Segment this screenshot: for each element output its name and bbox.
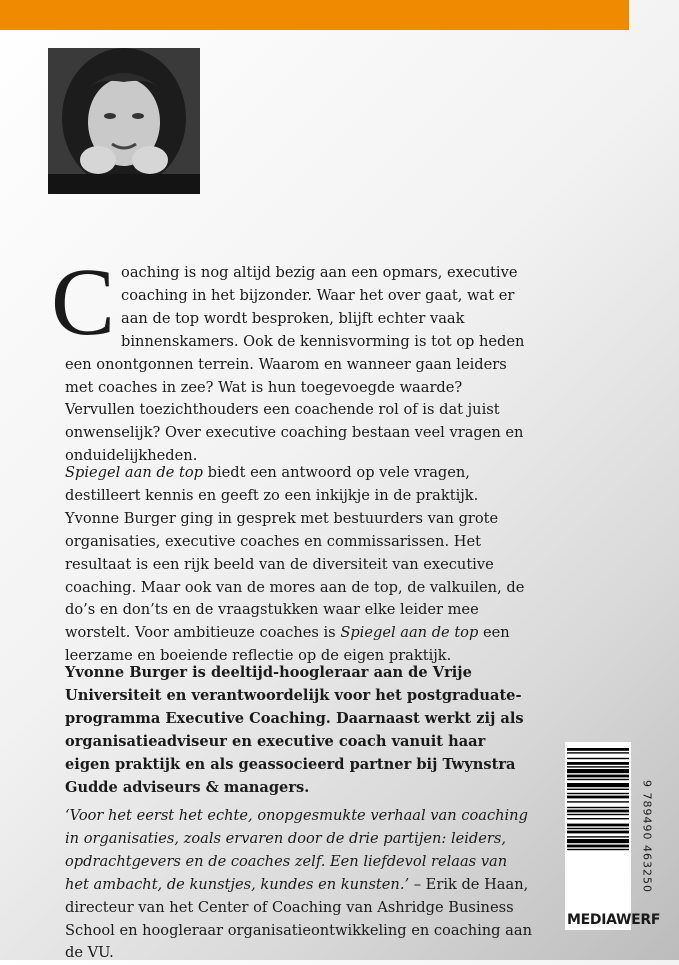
author-portrait-image: [48, 48, 200, 194]
description-text-a: biedt een antwoord op vele vragen, destilleert kennis en geeft zo een inkijkje in de praktijk. Yvonne Burger ging in gesprek met bestuurders van grote organisaties, executive coaches en commissarissen. Het resultaat is een rijk beeld van de diversiteit van executive coaching. Maar ook van de mores aan de top, de valkuilen, de do’s en don’ts en de vraagstukken waar elke leider mee worstelt. Voor ambitieuze coaches is: [65, 464, 525, 642]
isbn-number: 9 789490 463250: [640, 780, 654, 893]
author-bio: Yvonne Burger is deeltijd-hoogleraar aan de Vrije Universiteit en verantwoordelijk voor het postgraduate-programma Executive Coaching. Daarnaast werkt zij als organisatieadviseur en executive coach vanuit haar eigen praktijk en als geassocieerd partner bij Twynstra Gudde adviseurs & managers.: [65, 664, 524, 796]
publisher-logo: MEDIAWERF: [567, 912, 661, 928]
intro-paragraph: [51, 248, 535, 468]
top-color-band: [0, 0, 629, 30]
barcode-icon: [565, 742, 631, 930]
description-text-b: een leerzame en boeiende reflectie op de eigen praktijk.: [65, 624, 510, 665]
intro-text: oaching is nog altijd bezig aan een opmars, executive coaching in het bijzonder. Waar het over gaat, wat er aan de top wordt besproken, blijft echter vaak binnenskamers. Ook de kennisvorming is tot op heden een onontgonnen terrein. Waarom en wanneer gaan leiders met coaches in zee? Wat is hun toegevoegde waarde? Vervullen toezichthouders een coachende rol of is dat juist onwenselijk? Over executive coaching bestaan veel vragen en onduidelijkheden.: [65, 264, 525, 465]
drop-cap: C: [51, 248, 116, 355]
endorsement-quote: [65, 805, 535, 965]
author-photo: [48, 48, 200, 194]
quote-attribution: – Erik de Haan, directeur van het Center of Coaching van Ashridge Business School en hoogleraar organisatieontwikkeling en coaching aan de VU.: [65, 875, 532, 962]
book-title-italic: Spiegel aan de top: [65, 464, 203, 481]
book-title-italic-2: Spiegel aan de top: [340, 624, 479, 642]
description-paragraph: [65, 462, 535, 668]
quote-text: ‘Voor het eerst het echte, onopgesmukte verhaal van coaching in organisaties, zoals ervaren door de drie partijen: leiders, opdrachtgevers en de coaches zelf. Een liefdevol relaas van het ambacht, de kunstjes, kundes en kunsten.’: [65, 807, 528, 893]
